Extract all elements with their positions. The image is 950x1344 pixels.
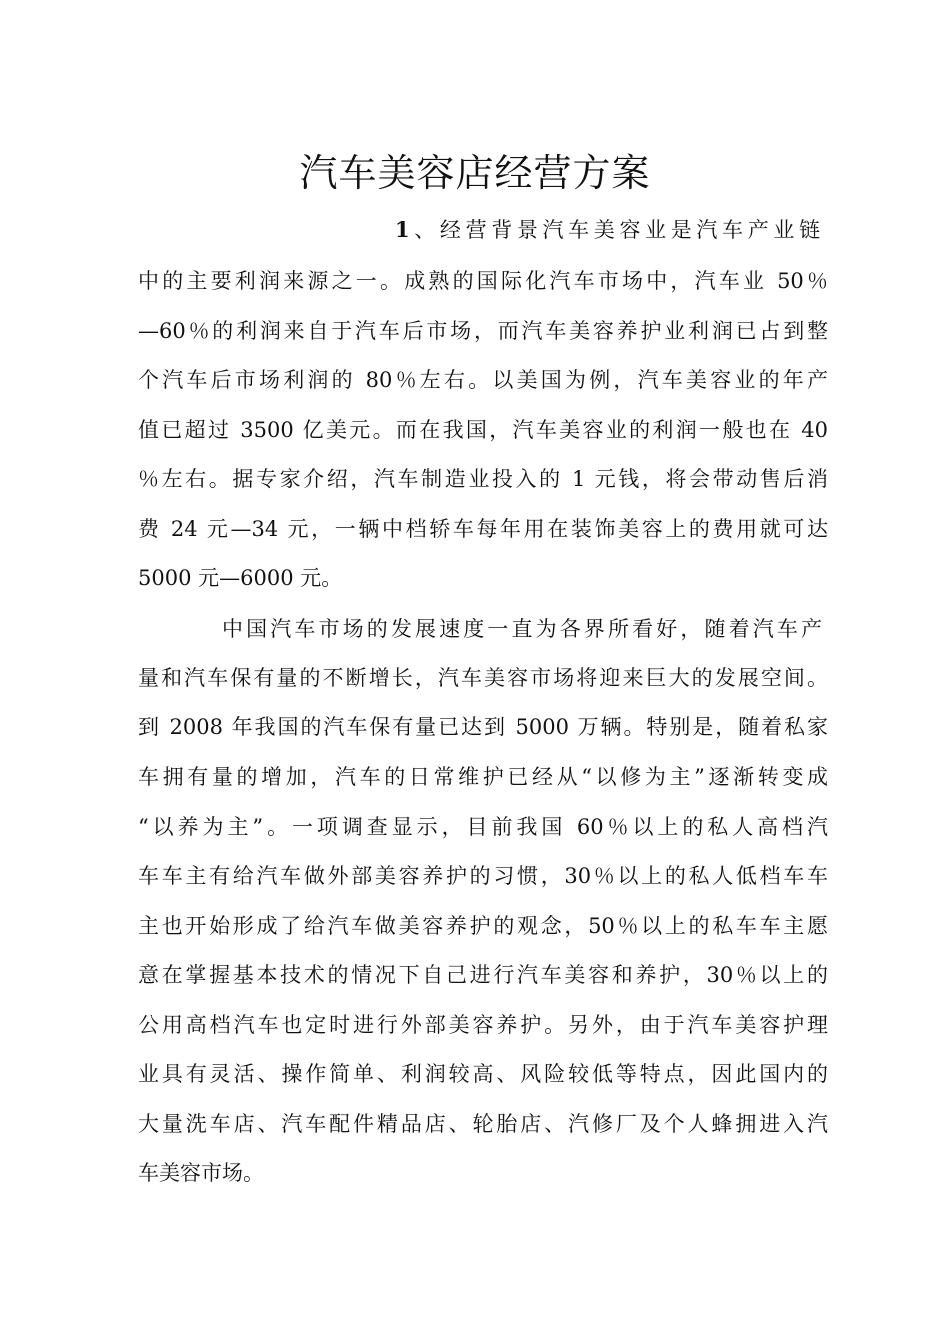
text-line: 车车主有给汽车做外部美容养护的习惯，30％以上的私人低档车车 [138,864,828,888]
text-line: 量和汽车保有量的不断增长，汽车美容市场将迎来巨大的发展空间。 [138,666,828,690]
text-line: 大量洗车店、汽车配件精品店、轮胎店、汽修厂及个人蜂拥进入汽 [138,1112,828,1136]
section-heading-text: 、经营背景汽车美容业是汽车产业链 [409,218,820,242]
text-line: 主也开始形成了给汽车做美容养护的观念，50％以上的私车车主愿 [138,914,828,938]
text-line: 意在掌握基本技术的情况下自己进行汽车美容和养护，30％以上的 [138,963,828,987]
text-line: 业具有灵活、操作简单、利润较高、风险较低等特点，因此国内的 [138,1062,828,1086]
text-line: 5000 元—6000 元。 [138,566,343,590]
text-line: 值已超过 3500 亿美元。而在我国，汽车美容业的利润一般也在 40 [138,418,828,442]
section-heading [395,215,820,245]
text-line: —60％的利润来自于汽车后市场，而汽车美容养护业利润已占到整 [138,319,828,343]
text-line: 到 2008 年我国的汽车保有量已达到 5000 万辆。特别是，随着私家 [138,715,828,739]
text-line: “以养为主”。一项调查显示，目前我国 60％以上的私人高档汽 [138,815,828,839]
paragraph-first-line: 中国汽车市场的发展速度一直为各界所看好，随着汽车产 [222,617,822,641]
text-line: 车拥有量的增加，汽车的日常维护已经从“以修为主”逐渐转变成 [138,765,828,789]
text-line: 车美容市场。 [138,1161,264,1185]
document-title: 汽车美容店经营方案 [299,151,651,195]
text-line: 费 24 元—34 元，一辆中档轿车每年用在装饰美容上的费用就可达 [138,517,828,541]
text-line: 中的主要利润来源之一。成熟的国际化汽车市场中，汽车业 50％ [138,269,828,293]
text-line: 公用高档汽车也定时进行外部美容养护。另外，由于汽车美容护理 [138,1013,828,1037]
section-number: 1 [395,217,410,242]
text-line: 个汽车后市场利润的 80％左右。以美国为例，汽车美容业的年产 [138,368,828,392]
text-line: ％左右。据专家介绍，汽车制造业投入的 1 元钱，将会带动售后消 [138,467,828,491]
